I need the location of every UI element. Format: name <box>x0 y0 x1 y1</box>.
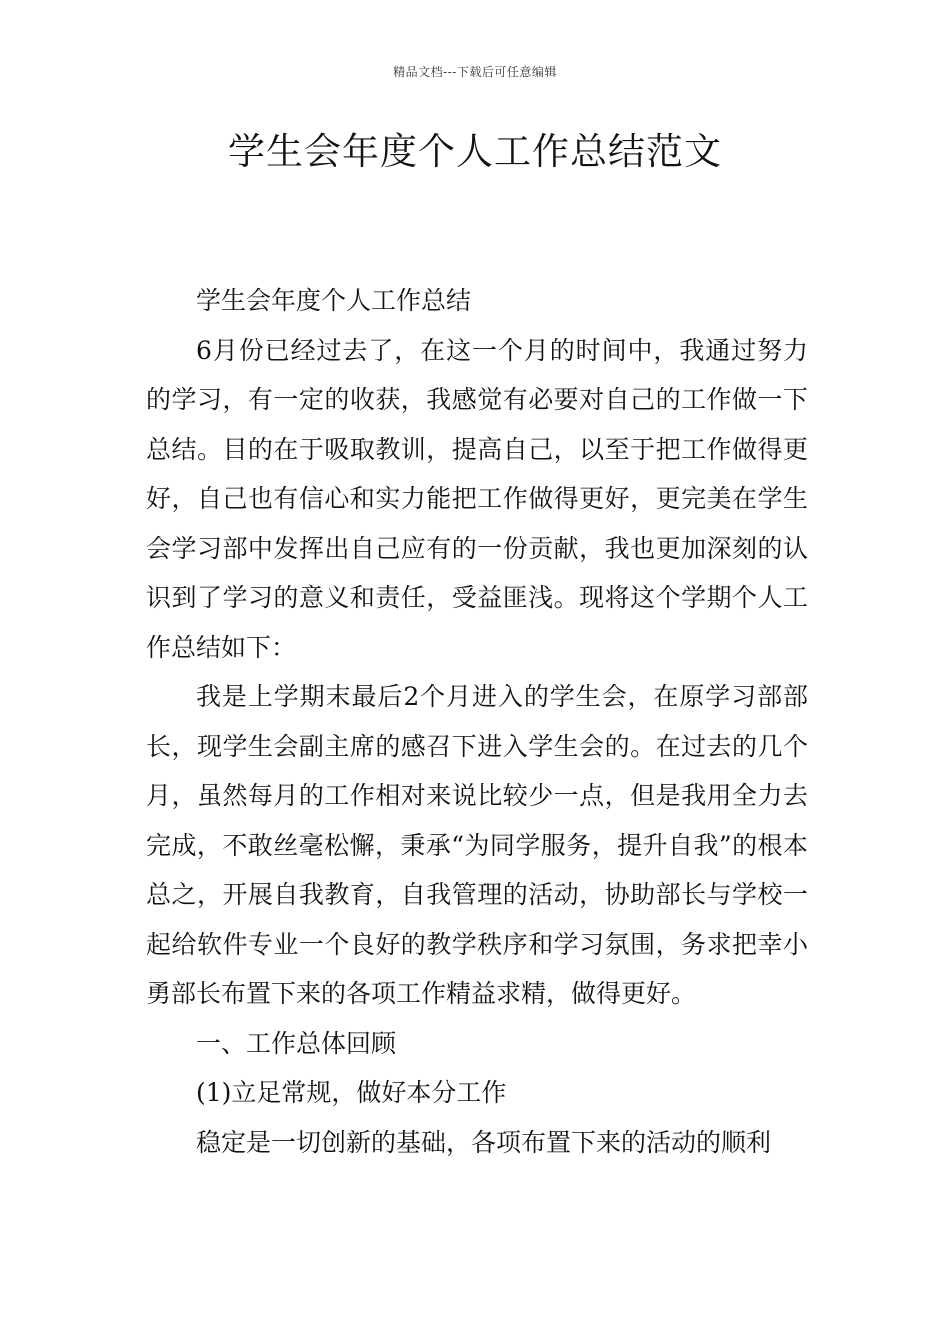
page-header: 精品文档---下载后可任意编辑 <box>393 65 557 79</box>
document-body <box>146 276 808 1167</box>
subsection-heading: (1)立足常规，做好本分工作 <box>196 1078 507 1107</box>
body-paragraph: 稳定是一切创新的基础，各项布置下来的活动的顺利 <box>196 1127 772 1157</box>
body-paragraph: 我是上学期末最后2个月进入的学生会，在原学习部部长，现学生会副主席的感召下进入学生会的。在过去的几个月，虽然每月的工作相对来说比较少一点，但是我用全力去完成，不敢丝毫松懈，秉承“为同学服务，提升自我”的根本总之，开展自我教育，自我管理的活动，协助部长与学校一起给软件专业一个良好的教学秩序和学习氛围，务求把幸小勇部长布置下来的各项工作精益求精，做得更好。 <box>146 682 808 1008</box>
body-paragraph: 6月份已经过去了，在这一个月的时间中，我通过努力的学习，有一定的收获，我感觉有必要对自己的工作做一下总结。目的在于吸取教训，提高自己，以至于把工作做得更好，自己也有信心和实力能把工作做得更好，更完美在学生会学习部中发挥出自己应有的一份贡献，我也更加深刻的认识到了学习的意义和责任，受益匪浅。现将这个学期个人工作总结如下： <box>146 335 808 662</box>
section-heading: 一、工作总体回顾 <box>196 1028 397 1058</box>
section-heading: 学生会年度个人工作总结 <box>196 286 472 315</box>
document-title: 学生会年度个人工作总结范文 <box>228 130 722 173</box>
